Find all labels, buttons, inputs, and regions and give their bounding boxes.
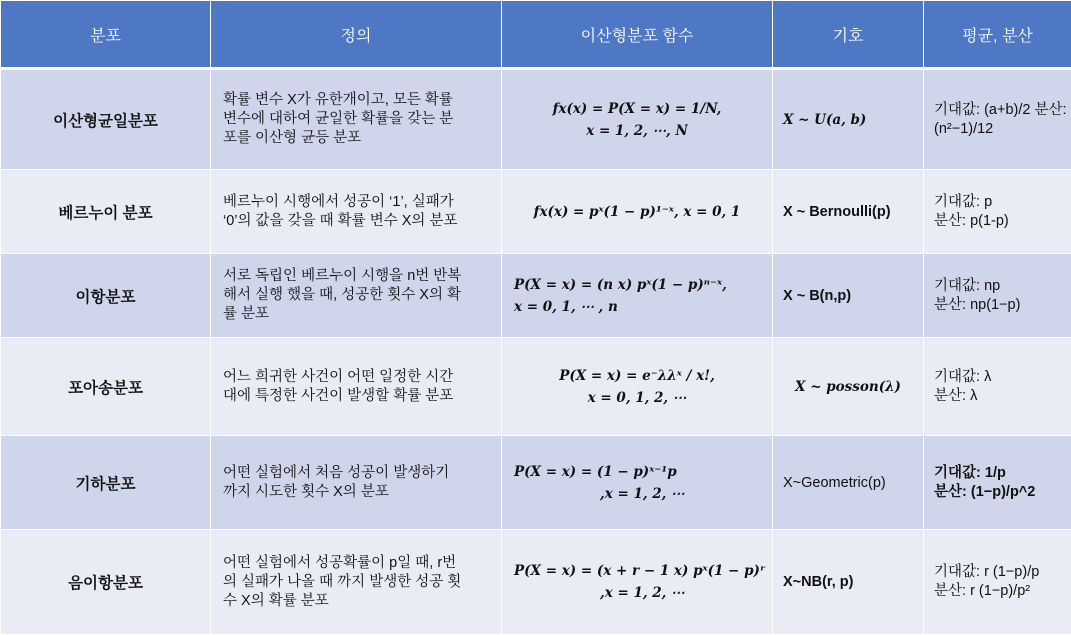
stats-line: 기대값: 1/p xyxy=(934,464,1006,481)
definition-line: 확률 변수 X가 유한개이고, 모든 확률 xyxy=(223,92,453,108)
function-cell xyxy=(502,530,773,635)
function-line: fx(x) = pˣ(1 − p)¹⁻ˣ, x = 0, 1 xyxy=(533,203,741,220)
stats-line: 분산: (1−p)/p^2 xyxy=(934,483,1036,500)
function-cell xyxy=(502,338,773,436)
definition-line: 어떤 실험에서 성공확률이 p일 때, r번 xyxy=(223,554,457,571)
function-cell xyxy=(502,436,773,530)
stats-line: 분산: np(1−p) xyxy=(934,296,1021,313)
distribution-name: 이산형균일분포 xyxy=(1,69,211,170)
function-line: P(X = x) = (n x) pˣ(1 − p)ⁿ⁻ˣ, xyxy=(514,276,727,293)
stats-line: (n²−1)/12 xyxy=(934,120,994,137)
table-row xyxy=(1,530,1071,635)
table-row xyxy=(1,338,1071,436)
symbol-cell: X ~ U(a, b) xyxy=(773,69,924,170)
header-function: 이산형분포 함수 xyxy=(502,1,773,69)
table-row xyxy=(1,69,1071,170)
definition-line: 까지 시도한 횟수 X의 분포 xyxy=(223,483,389,500)
definition-line: 베르누이 시행에서 성공이 ‘1’, 실패가 xyxy=(223,193,454,210)
header-definition: 정의 xyxy=(211,1,502,69)
definition-line: 어느 희귀한 사건이 어떤 일정한 시간 xyxy=(223,368,454,385)
stats-line: 기대값: p xyxy=(934,193,993,210)
definition-line: 서로 독립인 베르누이 시행을 n번 반복 xyxy=(223,268,462,284)
stats-cell xyxy=(924,69,1071,170)
stats-cell xyxy=(924,170,1071,254)
definition-line: 률 분포 xyxy=(223,306,270,322)
function-line: fx(x) = P(X = x) = 1/N, xyxy=(552,100,722,117)
stats-line: 기대값: (a+b)/2 분산: xyxy=(934,101,1067,118)
header-symbol: 기호 xyxy=(773,1,924,69)
definition-cell xyxy=(211,69,502,170)
definition-line: 수 X의 확률 분포 xyxy=(223,592,329,609)
stats-line: 분산: p(1-p) xyxy=(934,212,1009,229)
stats-line: 분산: λ xyxy=(934,387,978,404)
definition-cell xyxy=(211,170,502,254)
symbol-cell: X ~ posson(λ) xyxy=(773,338,924,436)
definition-line: 변수에 대하여 균일한 확률을 갖는 분 xyxy=(223,111,454,127)
definition-cell xyxy=(211,338,502,436)
function-line: ,x = 1, 2, ⋯ xyxy=(600,485,685,502)
header-distribution: 분포 xyxy=(1,1,211,69)
function-cell xyxy=(502,69,773,170)
table-row xyxy=(1,254,1071,338)
symbol-cell: X ~ B(n,p) xyxy=(773,254,924,338)
stats-line: 기대값: r (1−p)/p xyxy=(934,564,1040,580)
definition-cell xyxy=(211,530,502,635)
symbol-cell: X~Geometric(p) xyxy=(773,436,924,530)
definition-line: 해서 실행 했을 때, 성공한 횟수 X의 확 xyxy=(223,287,461,303)
stats-cell xyxy=(924,436,1071,530)
function-line: ,x = 1, 2, ⋯ xyxy=(600,585,685,601)
stats-line: 분산: r (1−p)/p² xyxy=(934,583,1031,599)
definition-cell xyxy=(211,436,502,530)
function-line: P(X = x) = (1 − p)ˣ⁻¹p xyxy=(514,463,677,480)
stats-cell xyxy=(924,530,1071,635)
definition-cell xyxy=(211,254,502,338)
stats-line: 기대값: np xyxy=(934,277,1001,294)
function-line: P(X = x) = (x + r − 1 x) pˣ(1 − p)ʳ xyxy=(514,563,766,579)
header-row xyxy=(1,1,1071,69)
distribution-name: 포아송분포 xyxy=(1,338,211,436)
definition-line: ‘0’의 값을 갖을 때 확률 변수 X의 분포 xyxy=(223,212,458,229)
stats-cell xyxy=(924,254,1071,338)
definition-line: 포를 이산형 균등 분포 xyxy=(223,130,362,146)
function-cell xyxy=(502,170,773,254)
definition-line: 어떤 실험에서 처음 성공이 발생하기 xyxy=(223,464,450,481)
header-mean-variance: 평균, 분산 xyxy=(924,1,1071,69)
function-line: x = 1, 2, ⋯, N xyxy=(586,122,688,139)
distribution-name: 음이항분포 xyxy=(1,530,211,635)
table-row xyxy=(1,436,1071,530)
symbol-cell: X~NB(r, p) xyxy=(773,530,924,635)
function-line: x = 0, 1, ⋯ , n xyxy=(514,298,618,315)
definition-line: 의 실패가 나올 때 까지 발생한 성공 횟 xyxy=(223,573,462,590)
stats-cell xyxy=(924,338,1071,436)
table-row xyxy=(1,170,1071,254)
function-cell xyxy=(502,254,773,338)
function-line: x = 0, 1, 2, ⋯ xyxy=(587,389,687,406)
stats-line: 기대값: λ xyxy=(934,368,992,385)
symbol-cell: X ~ Bernoulli(p) xyxy=(773,170,924,254)
definition-line: 대에 특정한 사건이 발생할 확률 분포 xyxy=(223,387,454,404)
distribution-name: 이항분포 xyxy=(1,254,211,338)
distribution-name: 베르누이 분포 xyxy=(1,170,211,254)
function-line: P(X = x) = e⁻λλˣ / x!, xyxy=(559,367,715,384)
distribution-name: 기하분포 xyxy=(1,436,211,530)
